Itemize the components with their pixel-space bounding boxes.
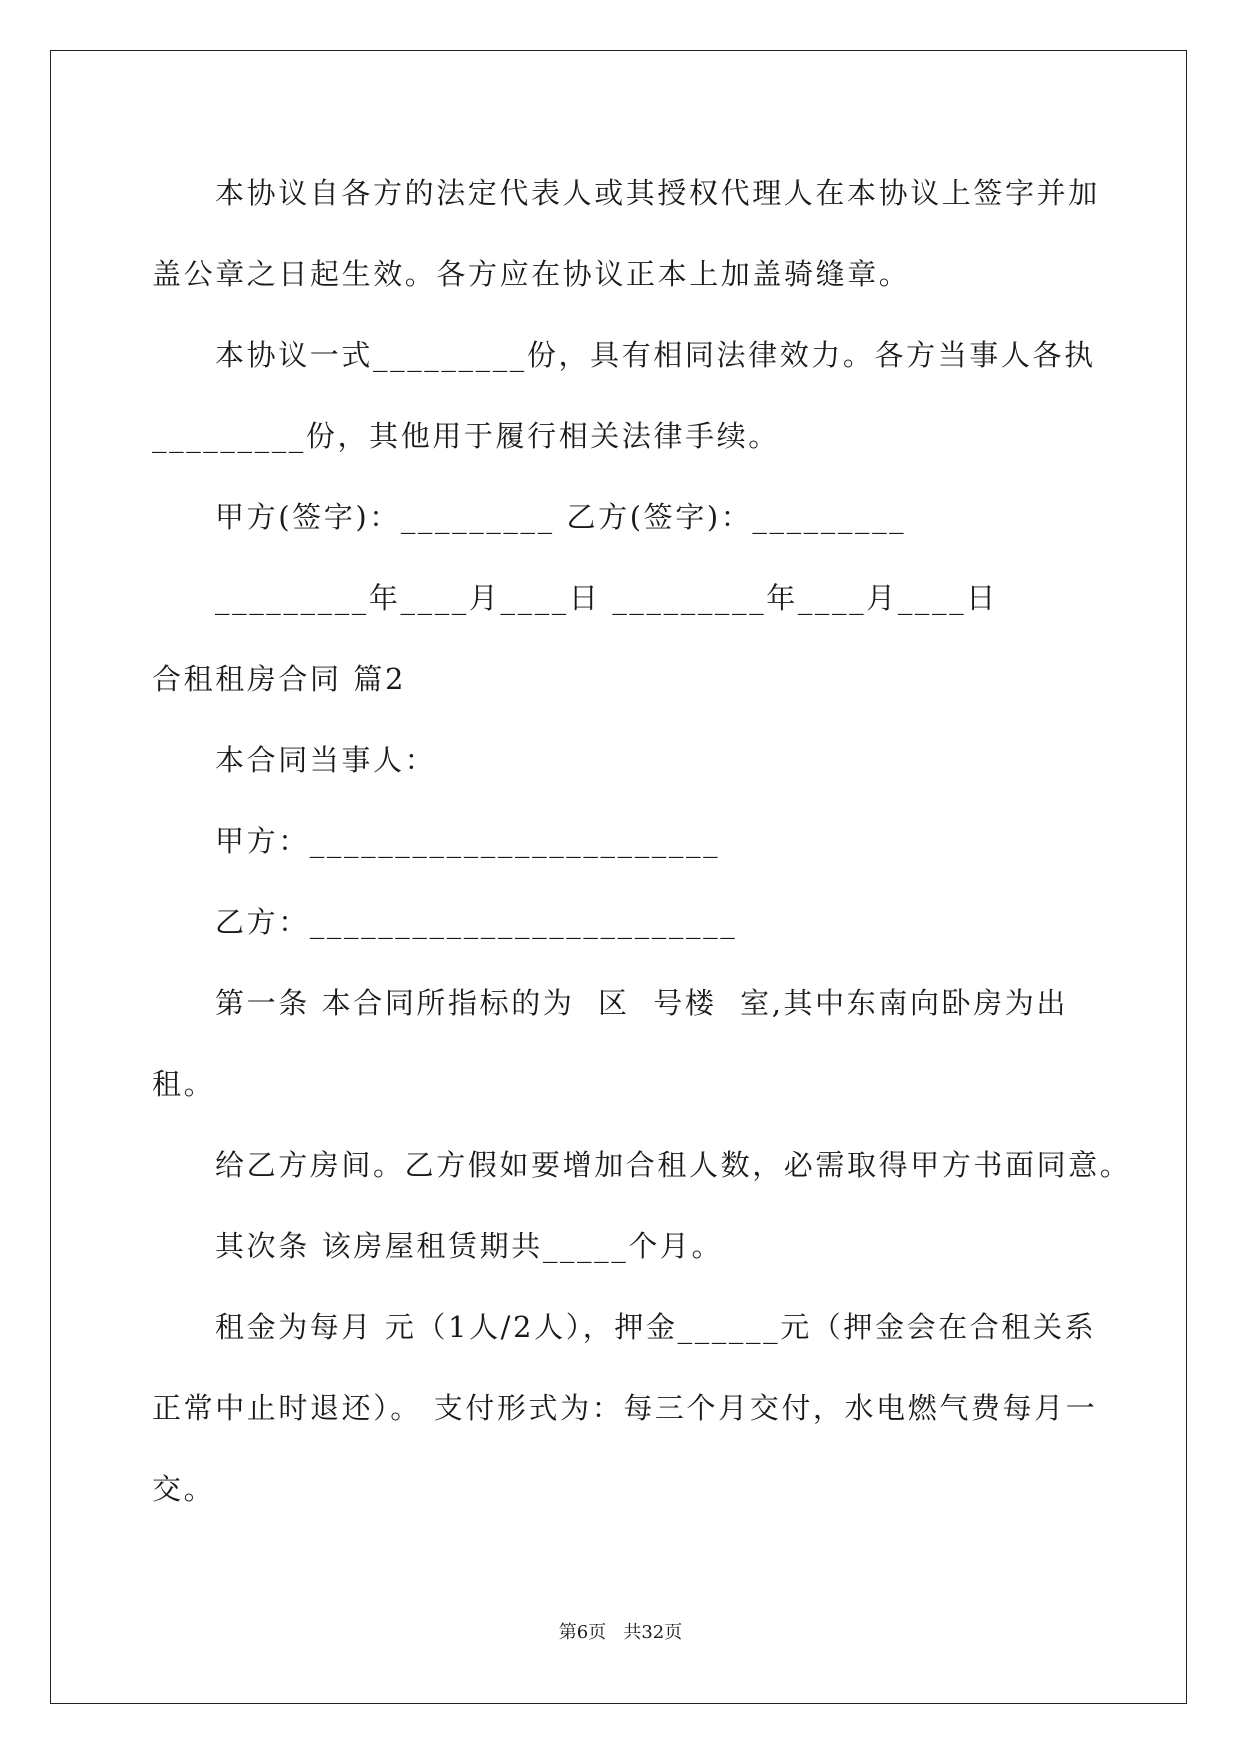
party-b-line: 乙方：_________________________ [215,905,738,939]
paragraph-effective-line-2: 盖公章之日起生效。各方应在协议正本上加盖骑缝章。 [152,257,911,291]
section-heading: 合租租房合同 篇2 [152,662,407,696]
article-2-line: 其次条 该房屋租赁期共_____个月。 [215,1229,724,1263]
page-number-footer: 第6页 共32页 [558,1622,683,1643]
signature-line: 甲方(签字)：_________ 乙方(签字)：_________ [215,500,907,534]
page-border [50,50,1187,1704]
parties-heading: 本合同当事人： [215,743,437,777]
article-1-line-1: 第一条 本合同所指标的为 区 号楼 室,其中东南向卧房为出 [215,986,1068,1020]
paragraph-copies-line-1: 本协议一式_________份，具有相同法律效力。各方当事人各执 [215,338,1096,372]
date-line: _________年____月____日 _________年____月____日 [215,581,998,615]
roommate-clause: 给乙方房间。乙方假如要增加合租人数，必需取得甲方书面同意。 [215,1148,1132,1182]
paragraph-effective-line-1: 本协议自各方的法定代表人或其授权代理人在本协议上签字并加 [215,176,1100,210]
rent-line-2: 正常中止时退还）。 支付形式为：每三个月交付，水电燃气费每月一 [152,1391,1098,1425]
party-a-line: 甲方：________________________ [215,824,721,858]
rent-line-1: 租金为每月 元（1人/2人），押金______元（押金会在合租关系 [215,1310,1097,1344]
paragraph-copies-line-2: _________份，其他用于履行相关法律手续。 [152,419,780,453]
article-1-line-2: 租。 [152,1067,216,1101]
rent-line-3: 交。 [152,1472,216,1506]
